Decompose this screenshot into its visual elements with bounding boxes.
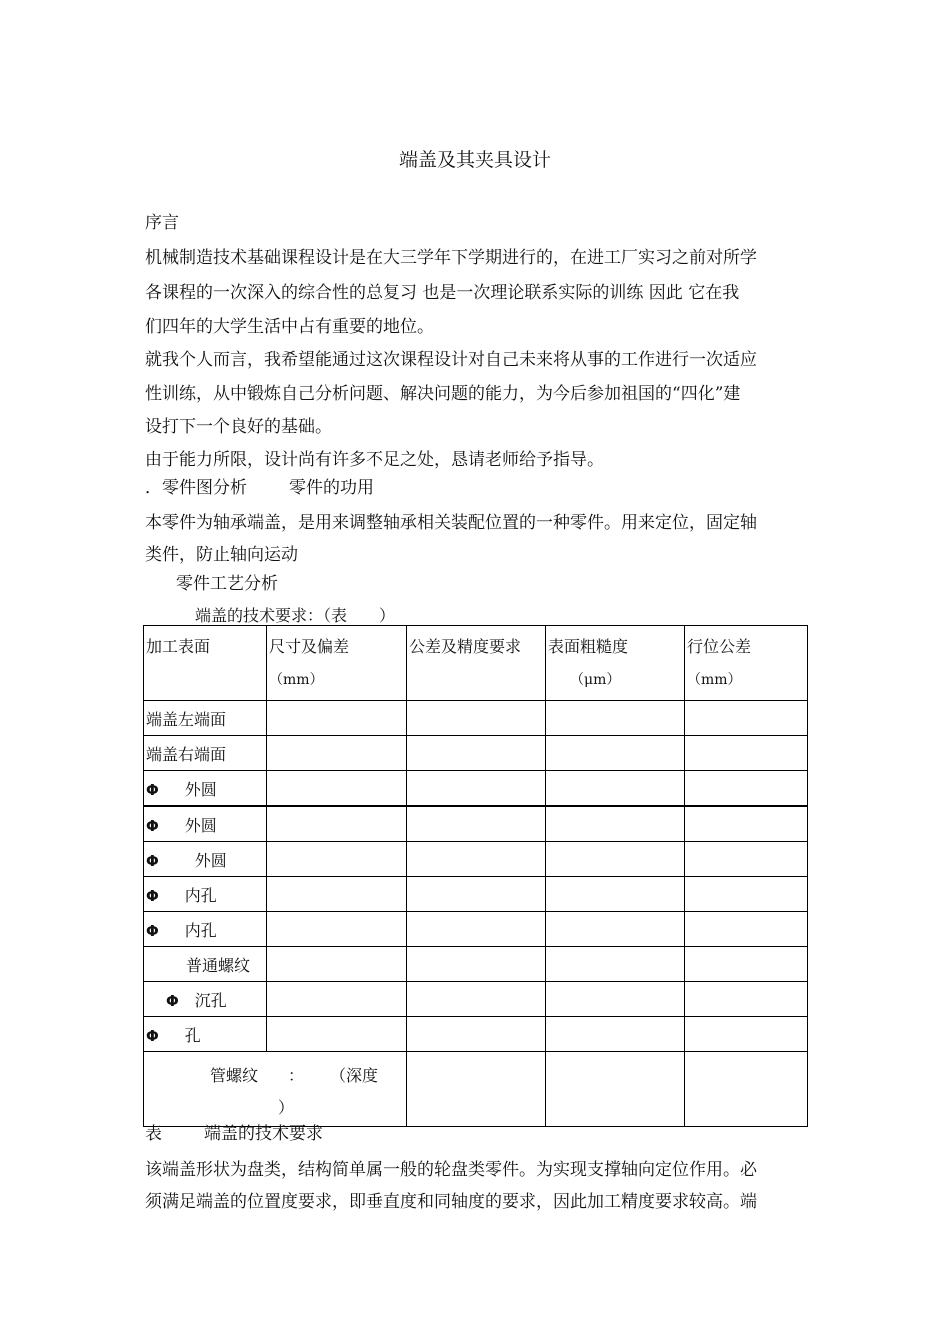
phi-symbol: Φ: [146, 921, 159, 940]
header-cell: 行位公差 （mm）: [685, 626, 808, 701]
table-row: [144, 701, 808, 736]
paragraph-1-line-2: 各课程的一次深入的综合性的总复习 也是一次理论联系实际的训练 因此 它在我: [145, 283, 740, 303]
unit-label: （μm）: [570, 672, 621, 688]
page-title: 端盖及其夹具设计: [398, 149, 551, 171]
technical-requirements-table: [143, 625, 808, 1127]
phi-symbol: Φ: [146, 816, 159, 835]
phi-symbol: Φ: [146, 886, 159, 905]
header-cell: 表面粗糙度 （μm）: [546, 626, 685, 701]
paragraph-2-line-1: 就我个人而言，我希望能通过这次课程设计对自己未来将从事的工作进行一次适应: [145, 350, 757, 370]
table-row: [144, 1017, 808, 1052]
phi-symbol: Φ: [146, 780, 159, 799]
surface-cell: 端盖左端面: [144, 701, 267, 736]
paragraph-1-line-1: 机械制造技术基础课程设计是在大三学年下学期进行的，在进工厂实习之前对所学: [145, 248, 757, 268]
phi-symbol: Φ: [146, 851, 159, 870]
surface-cell: 普通螺纹: [144, 947, 267, 982]
unit-label: （mm）: [269, 672, 324, 688]
section-1-title-b: 零件的功用: [289, 478, 374, 498]
table-caption-bottom: 表 端盖的技术要求: [145, 1124, 323, 1144]
section-1-title-a: 零件图分析: [162, 478, 247, 498]
paragraph-1-line-3: 们四年的大学生活中占有重要的地位。: [145, 317, 434, 337]
header-cell: 尺寸及偏差 （mm）: [267, 626, 407, 701]
surface-cell: Φ 外圆: [144, 806, 267, 842]
paragraph-4-line-1: 本零件为轴承端盖，是用来调整轴承相关装配位置的一种零件。用来定位，固定轴: [145, 513, 757, 533]
phi-symbol: Φ: [146, 1026, 159, 1045]
paragraph-5-line-1: 该端盖形状为盘类，结构简单属一般的轮盘类零件。为实现支撑轴向定位作用。必: [145, 1160, 757, 1180]
surface-cell: Φ 外圆: [144, 842, 267, 877]
table-row: [144, 982, 808, 1017]
table-caption-top: 端盖的技术要求：（表 ）: [195, 606, 396, 625]
table-row: [144, 1052, 808, 1127]
surface-cell: Φ 内孔: [144, 912, 267, 947]
phi-symbol: Φ: [166, 991, 179, 1010]
table-row: [144, 806, 808, 842]
table-row: [144, 912, 808, 947]
section-1-heading: [145, 473, 374, 498]
paragraph-2-line-2: 性训练，从中锻炼自己分析问题、解决问题的能力，为今后参加祖国的“四化”建: [145, 384, 741, 404]
surface-cell: Φ 孔: [144, 1017, 267, 1052]
paragraph-5-line-2: 须满足端盖的位置度要求，即垂直度和同轴度的要求，因此加工精度要求较高。端: [145, 1192, 757, 1212]
surface-cell: Φ 沉孔: [144, 982, 267, 1017]
surface-cell: Φ 外圆: [144, 771, 267, 807]
table-row: [144, 771, 808, 807]
surface-cell: 管螺纹 ： （深度 ）: [144, 1052, 407, 1127]
surface-cell: Φ 内孔: [144, 877, 267, 912]
paragraph-2-line-3: 设打下一个良好的基础。: [145, 417, 332, 437]
table-row: [144, 947, 808, 982]
table-row: [144, 877, 808, 912]
section-2-heading: 零件工艺分析: [176, 574, 278, 594]
table-row: [144, 736, 808, 771]
surface-cell: 端盖右端面: [144, 736, 267, 771]
header-cell: 加工表面: [144, 626, 267, 701]
table-header-row: [144, 626, 808, 701]
unit-label: （mm）: [687, 672, 742, 688]
preface-heading: 序言: [145, 213, 179, 233]
header-cell: 公差及精度要求: [407, 626, 546, 701]
section-1-dot: ．: [145, 478, 162, 498]
paragraph-3: 由于能力所限，设计尚有许多不足之处，恳请老师给予指导。: [145, 450, 604, 470]
paragraph-4-line-2: 类件，防止轴向运动: [145, 545, 298, 565]
table-row: [144, 842, 808, 877]
